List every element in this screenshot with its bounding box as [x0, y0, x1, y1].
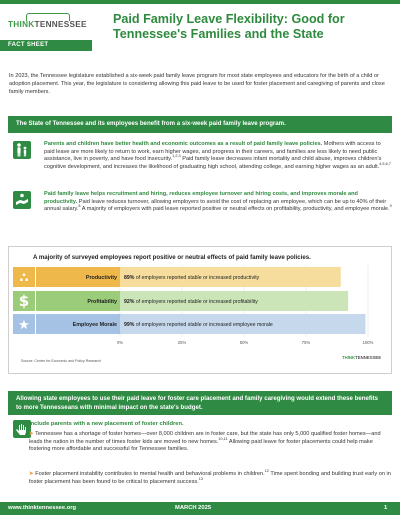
chart-logo-tennessee: TENNESSEE [355, 355, 382, 360]
chart-tick-label: 25% [177, 340, 187, 345]
chart-category-label: Profitability [87, 299, 117, 305]
chart-data-label: 92% of employers reported stable or increased profitability [124, 299, 258, 305]
health-body-2: Paid family leave decreases infant mortality and child abuse, improves children's cognitive development, and increases the likelihood of graduating high school, attending college, and earning higher wages as an adult. [44, 156, 382, 170]
footer [0, 502, 400, 515]
citation: 10,11 [218, 436, 228, 441]
chart-category-label: Productivity [85, 275, 117, 281]
citation: 8 [78, 204, 81, 209]
recruitment-lead: Paid family leave helps recruitment and hiring, reduces employee turnover and hiring costs, and improves morale and productivity. [44, 191, 358, 205]
arrow-icon: ➤ [29, 471, 34, 477]
dollar-sign-icon: $ [18, 292, 30, 310]
foster-bullet-2-body: Foster placement instability contributes to mental health and behavioral problems in children. [33, 471, 265, 477]
chart-tick-label: 0% [116, 340, 124, 345]
recruitment-paragraph [44, 191, 392, 214]
page-number: 1 [384, 505, 388, 511]
arrow-icon: ➤ [29, 431, 34, 437]
foster-bullet-1-body: Tennessee has a shortage of foster homes—over 8,000 children are in foster care, but the state has only 5,000 qualified foster homes—and leads the nation in the number of times foster kids are moved to new homes. [29, 431, 381, 445]
health-body: Mothers with access to paid leave are more likely to return to work, earn higher wages, and progress in their careers, and families are less likely to need public assistance, live in poverty, and have food insecurity. [44, 141, 381, 163]
recruitment-body: Paid leave reduces turnover, allowing employers to avoid the cost of replacing an employee, which can be up to 40% of their annual salary. [44, 198, 387, 213]
star-icon: ★ [18, 318, 30, 333]
logo-think-text: THINK [8, 20, 35, 29]
family-icon [13, 141, 31, 159]
logo-tennessee-text: TENNESSEE [34, 20, 87, 29]
health-paragraph [44, 141, 392, 171]
chart-data-label: 99% of employers reported stable or increased employee morale [124, 322, 273, 328]
think-tennessee-logo [8, 12, 90, 29]
footer-url[interactable]: www.thinktennessee.org [8, 505, 77, 511]
effects-chart [8, 246, 392, 374]
hiring-handshake-icon [13, 191, 31, 209]
foster-bullet-2-body-2: Time spent bonding and building trust early on in foster placement has been found to be critical to placement success. [29, 471, 391, 485]
intro-paragraph: In 2023, the Tennessee legislature established a six-week paid family leave program for most state employees and educators for the birth of a child or adoption placement. This year, the legislature is considering allowing this paid leave to be used for foster placement and caregiving of parents and close family members. [9, 73, 385, 95]
section2-banner: Allowing state employees to use their paid leave for foster care placement and family caregiving would extend these benefits to more Tennesseans with minimal impact on the state's budget. [8, 391, 392, 415]
page-title: Paid Family Leave Flexibility: Good for Tennessee's Families and the State [113, 12, 345, 41]
chart-tick-label: 50% [239, 340, 249, 345]
citation: 9 [389, 204, 392, 209]
chart-tick-label: 100% [362, 340, 374, 345]
chart-category-label: Employee Morale [72, 322, 117, 328]
recruitment-body-2: A majority of employers with paid leave reported positive or neutral effects on profitability, productivity, and employee morale. [80, 206, 390, 213]
foster-bullet-2 [29, 471, 393, 486]
chart-plot [9, 247, 393, 375]
health-lead: Parents and children have better health and economic outcomes as a result of paid family leave policies. [44, 141, 323, 147]
foster-bullet-1 [29, 431, 393, 454]
chart-title: A majority of surveyed employees report positive or neutral effects of paid family leave policies. [33, 254, 311, 261]
chart-logo [342, 355, 381, 360]
chart-logo-think: THINK [342, 355, 356, 360]
chart-tick-label: 75% [301, 340, 311, 345]
fact-sheet-label: FACT SHEET [0, 40, 92, 51]
foster-bullet-1-body-2: Allowing paid leave for foster placements could help make fostering more affordable and successful for Tennessee families. [29, 438, 373, 453]
chart-source: Source: Center for Economic and Policy Research [21, 359, 102, 363]
citation: 4,5,6,7 [379, 161, 391, 166]
footer-date: MARCH 2025 [175, 505, 212, 511]
citation: 13 [198, 476, 204, 481]
top-accent-stripe [0, 0, 400, 4]
foster-subhead: Include parents with a new placement of foster children. [29, 421, 184, 427]
citation: 12 [264, 469, 269, 474]
citation: 1,2,3 [172, 154, 181, 159]
chart-data-label: 89% of employers reported stable or increased productivity [124, 275, 260, 281]
dollar-chart-icon: ∴ [19, 271, 29, 286]
section1-banner: The State of Tennessee and its employees benefit from a six-week paid family leave program. [8, 116, 392, 133]
